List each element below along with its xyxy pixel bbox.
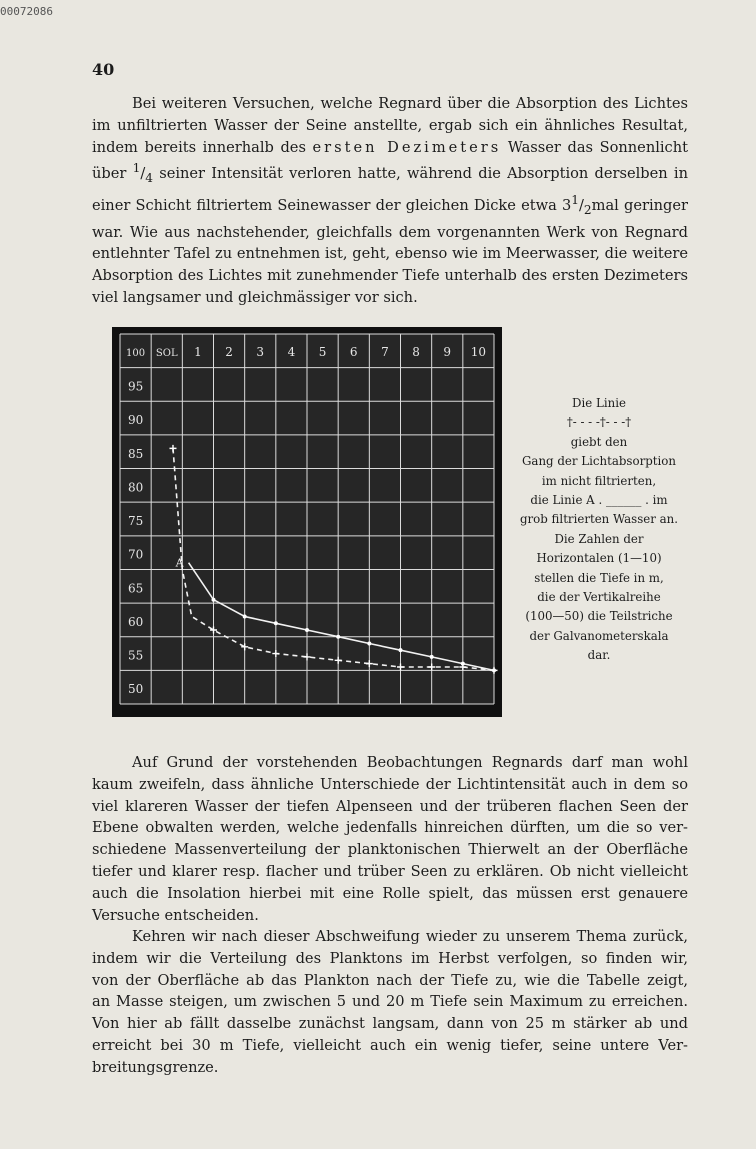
paragraph-2	[92, 752, 688, 926]
caption-line: Horizontalen (1—10)	[536, 551, 662, 566]
caption-line: grob filtrierten Wasser an.	[519, 512, 679, 527]
caption-line: dar.	[587, 648, 611, 663]
text-line: viel klareren Wasser der tiefen Alpenseen und der trüberen flachen Seen der	[92, 797, 688, 815]
page-number: 40	[92, 60, 115, 79]
text-line: Von hier ab fällt dasselbe zunächst langsam, dann von 25 m stärker ab und	[92, 1015, 688, 1033]
text-line: Versuche entscheiden.	[92, 906, 259, 924]
x-tick-label: 2	[225, 344, 233, 359]
data-point-dot	[461, 662, 465, 666]
text-line: schiedene Massenverteilung der planktonischen Thierwelt an der Oberfläche	[92, 841, 688, 859]
data-point-dot	[274, 621, 278, 625]
y-tick-label: 65	[127, 581, 144, 596]
y-tick-label: 55	[127, 648, 144, 663]
fraction-numerator: 1	[571, 192, 579, 207]
text-line: kaum zweifeln, dass ähnliche Unterschiede der Lichtintensität auch in dem so	[92, 775, 688, 793]
caption-line: giebt den	[570, 434, 628, 449]
fraction-slash: /	[140, 165, 146, 183]
data-point-dot	[367, 641, 371, 645]
text-line	[92, 137, 688, 159]
text-run: mal geringer	[591, 196, 688, 214]
data-point-dot	[212, 598, 216, 602]
page-id: 00072086	[0, 5, 53, 18]
y-tick-label: 60	[127, 614, 144, 629]
x-tick-label: 6	[349, 344, 358, 359]
x-tick-label: 1	[194, 344, 202, 359]
text-line: tiefer und klarer resp. flacher und trüber Seen zu erklären. Ob nicht vielleicht	[92, 862, 688, 880]
text-run: seiner Intensität verloren hatte, während die Absorption derselben in	[152, 165, 688, 183]
text-line: Auf Grund der vorstehenden Beobachtungen Regnards darf man wohl	[132, 754, 688, 771]
x-tick-label: 5	[318, 344, 327, 359]
text-line: indem wir die Verteilung des Planktons im Herbst verfolgen, so finden wir,	[92, 949, 688, 967]
text-line: war. Wie aus nachstehender, gleichfalls dem vorgenannten Werk von Regnard	[92, 223, 688, 241]
caption-line: stellen die Tiefe in m,	[534, 570, 664, 585]
fraction-denominator: 2	[583, 202, 592, 217]
text-line: viel langsamer und gleichmässiger vor sich.	[92, 288, 418, 306]
x-tick-label: 3	[256, 344, 265, 359]
text-line: breitungsgrenze.	[92, 1058, 219, 1076]
x-tick-label: 4	[287, 344, 296, 359]
text-run: indem bereits innerhalb	[92, 138, 274, 156]
text-line	[92, 158, 688, 190]
y-tick-label: 50	[127, 682, 144, 697]
data-point-dot	[336, 635, 340, 639]
caption-line: der Galvanometerskala	[529, 628, 669, 643]
caption-line: Die Zahlen der	[554, 531, 644, 546]
data-point-dot	[399, 648, 403, 652]
fraction-denominator: 4	[145, 171, 153, 186]
y-tick-label: 85	[127, 446, 144, 461]
text-line: Bei weiteren Versuchen, welche Regnard über die Absorption des Lichtes	[132, 95, 688, 112]
text-run: einer Schicht filtriertem Seinewasser der gleichen Dicke etwa 3	[92, 196, 572, 214]
series-label: A	[175, 556, 184, 570]
text-line: im unfiltrierten Wasser der Seine anstellte, ergab sich ein ähnliches Resultat,	[92, 116, 688, 134]
text-line: Kehren wir nach dieser Abschweifung wieder zu unserem Thema zurück,	[132, 928, 688, 945]
data-point-dot	[305, 628, 309, 632]
y-tick-label: 75	[127, 514, 144, 529]
data-point-dot	[492, 668, 496, 672]
text-run: über	[92, 165, 133, 183]
caption-line: (100—50) die Teilstriche	[525, 609, 673, 624]
caption-line: die Linie A . ______ . im	[530, 493, 668, 508]
text-line: erreicht bei 30 m Tiefe, vielleicht auch ein wenig tiefer, seine untere Ver-	[92, 1036, 688, 1054]
caption-line: †- - - -†- - -†	[566, 415, 632, 430]
x-tick-label: 9	[443, 344, 452, 359]
y-tick-label: 80	[127, 480, 144, 495]
caption-line: im nicht filtrierten,	[541, 473, 657, 488]
caption-line: Die Linie	[572, 396, 626, 410]
data-point-dot	[243, 615, 247, 619]
text-line	[92, 190, 688, 222]
x-tick-label: SOL	[155, 347, 178, 359]
text-line: Ebene obwalten werden, welche jedenfalls hinreichen dürften, um die so ver-	[92, 819, 688, 837]
text-line: entlehnter Tafel zu entnehmen ist, geht, ebenso wie im Meerwasser, die weitere	[92, 245, 688, 263]
paragraph-1	[92, 93, 688, 309]
text-run: Wasser das Sonnenlicht	[507, 138, 688, 156]
fraction-numerator: 1	[132, 161, 141, 176]
spaced-text: ersten Dezimeters	[312, 138, 502, 156]
x-tick-label: 10	[470, 344, 487, 359]
x-tick-label: 7	[381, 344, 389, 359]
y-tick-label: 70	[127, 547, 144, 562]
corner-label: 100	[126, 347, 146, 359]
text-line: auch die Insolation hierbei mit eine Rolle spielt, das müssen erst genauere	[92, 884, 688, 902]
fraction-slash: /	[578, 196, 584, 214]
text-run: des	[280, 138, 306, 156]
absorption-chart	[112, 327, 502, 717]
caption-line: Gang der Lichtabsorption	[522, 454, 676, 469]
figure-caption	[508, 394, 690, 666]
y-tick-label: 95	[127, 379, 144, 394]
y-tick-label: 90	[127, 413, 144, 428]
text-line: von der Oberfläche ab das Plankton nach der Tiefe zu, wie die Tabelle zeigt,	[92, 971, 688, 989]
x-tick-label: 8	[412, 344, 420, 359]
caption-line: die der Vertikalreihe	[537, 590, 661, 605]
data-point-dot	[430, 655, 434, 659]
paragraph-3	[92, 926, 688, 1079]
text-line: Absorption des Lichtes mit zunehmender Tiefe unterhalb des ersten Dezimeters	[92, 267, 688, 285]
text-line: an Masse steigen, um zwischen 5 und 20 m Tiefe sein Maximum zu erreichen.	[92, 993, 688, 1011]
